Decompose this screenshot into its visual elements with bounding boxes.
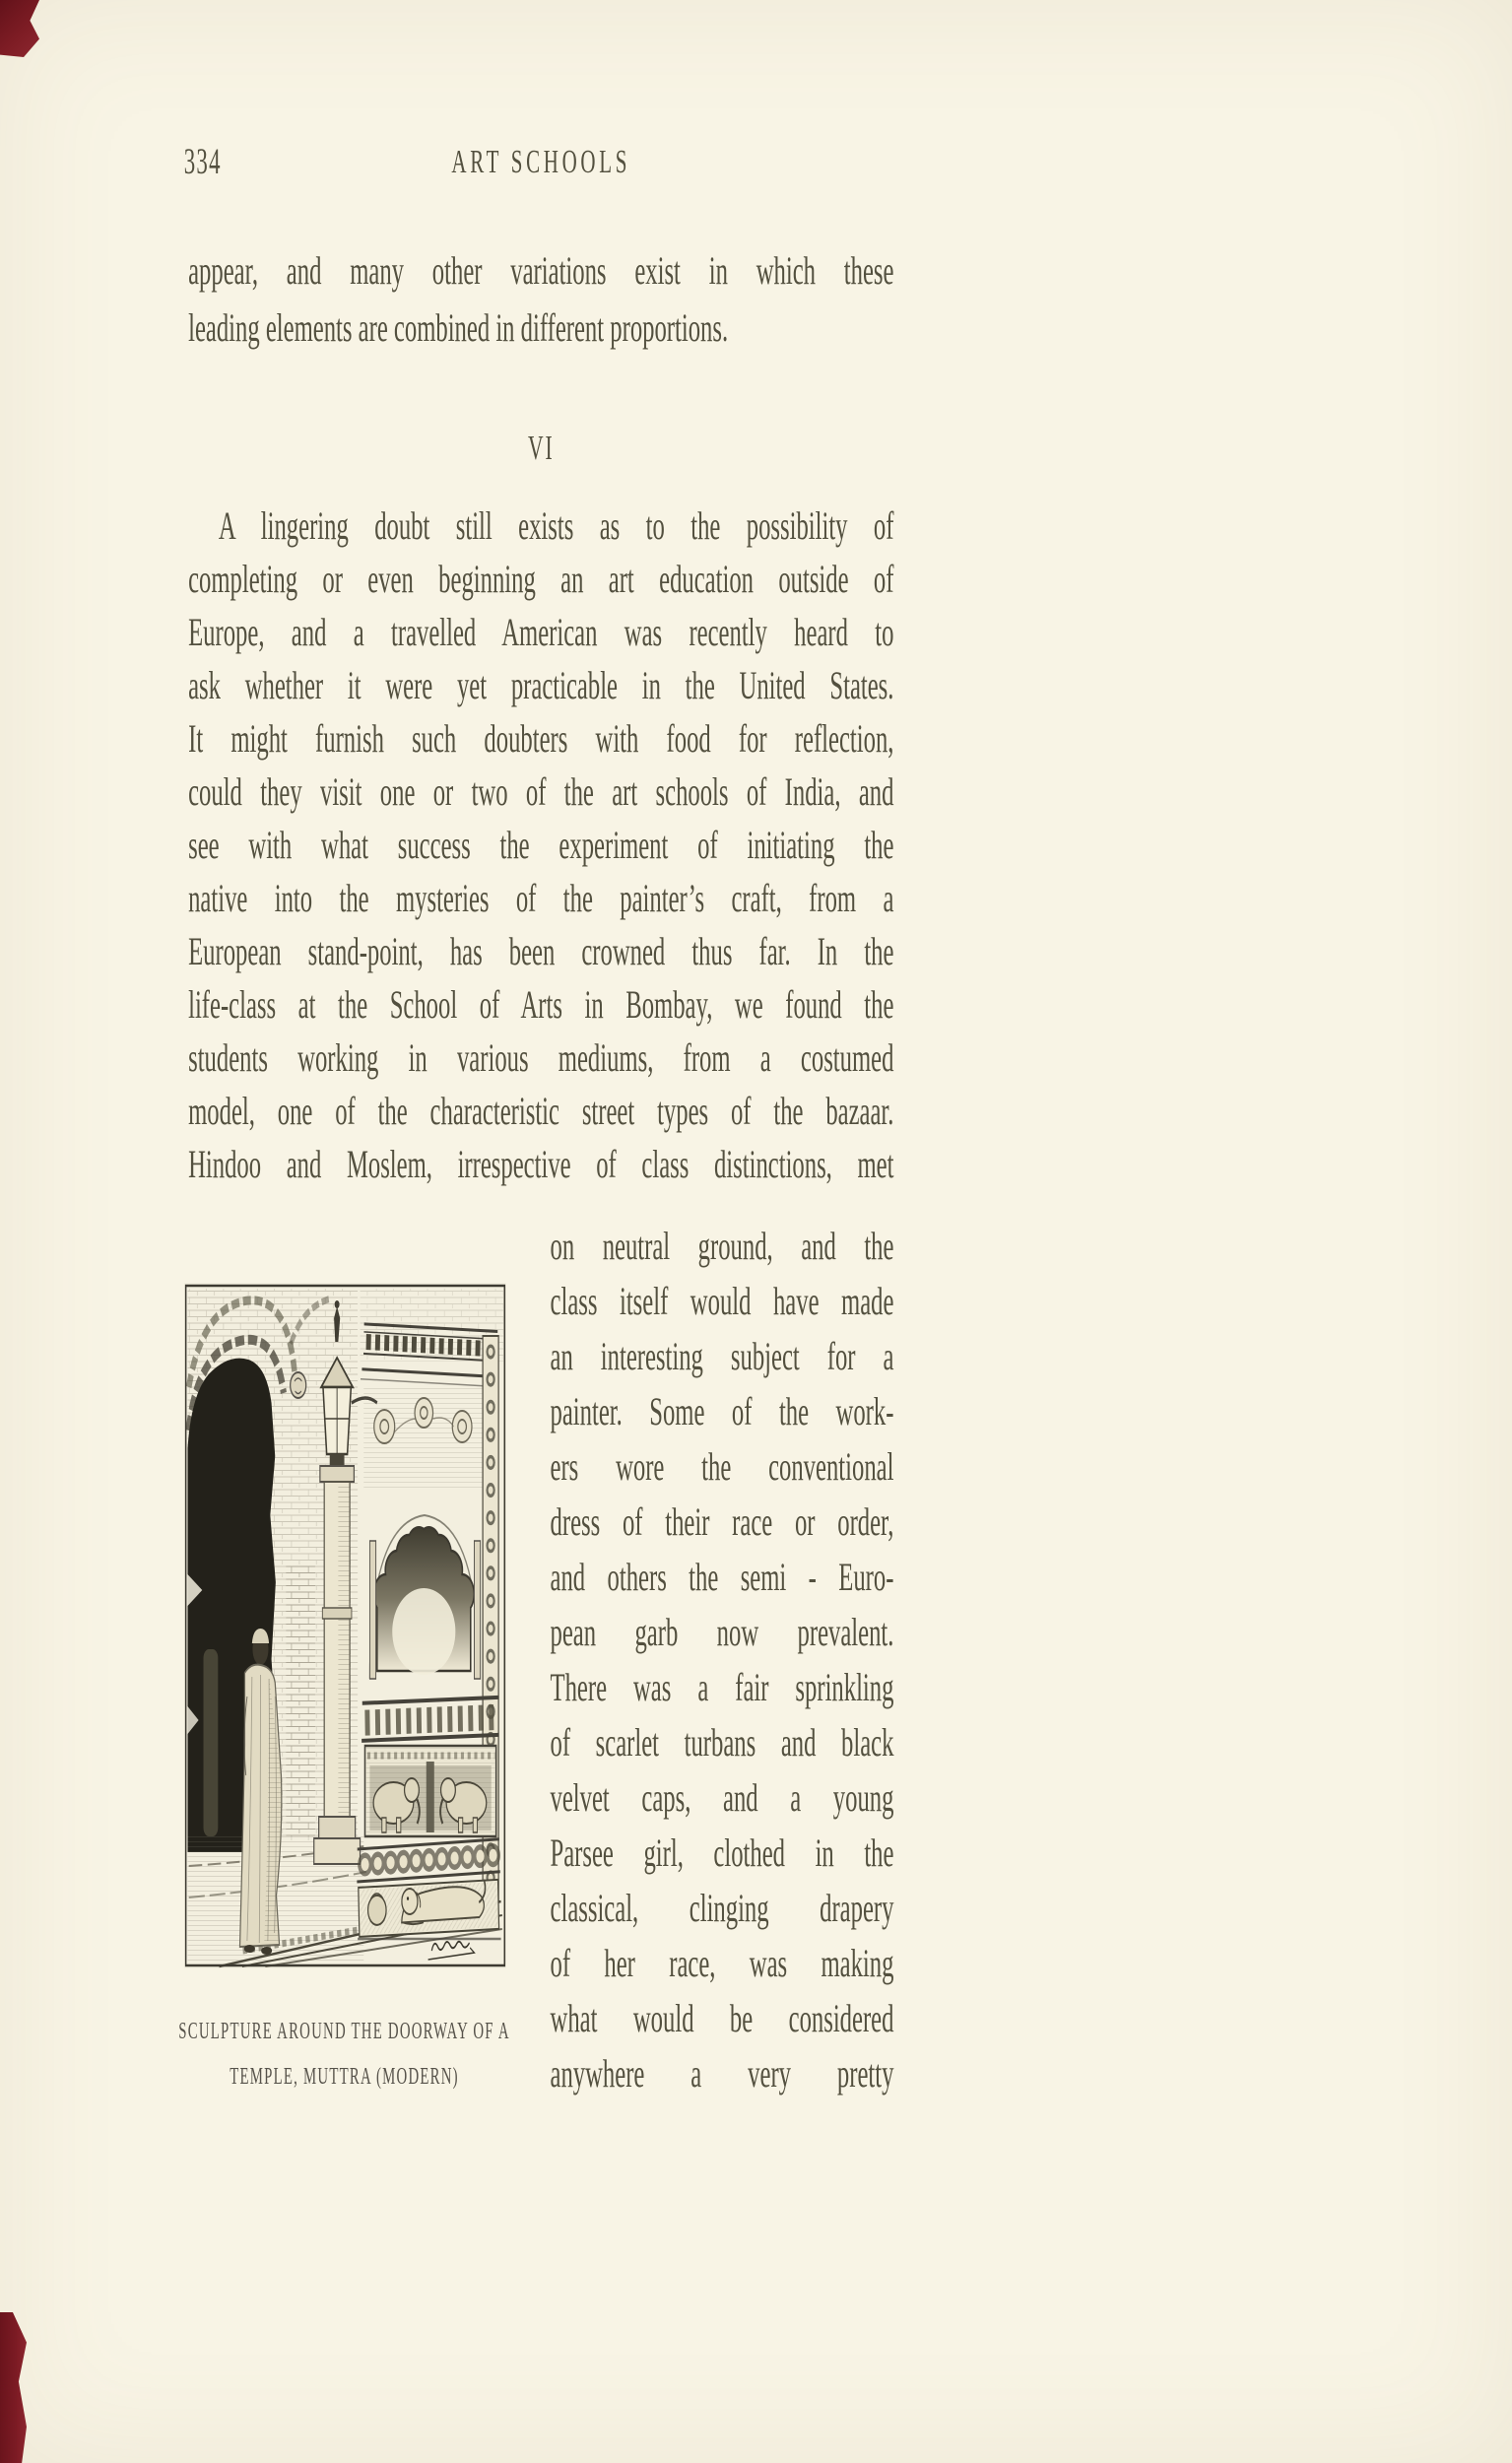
caption-line: TEMPLE, MUTTRA (MODERN) <box>230 2064 459 2090</box>
text-line: completing or even beginning an art education outside of <box>188 557 894 601</box>
text-line: dress of their race or order, <box>550 1499 894 1544</box>
text-line: what would be considered <box>550 1996 894 2040</box>
paragraph-main-beside-figure <box>551 1219 894 2101</box>
text-line: leading elements are combined in different proportions. <box>188 305 729 350</box>
text-line: European stand-point, has been crowned thus far. In the <box>188 929 894 973</box>
caption-line: SCULPTURE AROUND THE DOORWAY OF A <box>178 2019 510 2044</box>
text-line: of her race, was making <box>550 1941 894 1985</box>
text-line: There was a fair sprinkling <box>550 1665 894 1709</box>
text-line: class itself would have made <box>550 1279 894 1323</box>
text-line: an interesting subject for a <box>550 1334 894 1378</box>
paragraph-top <box>188 242 893 357</box>
text-line: A lingering doubt still exists as to the possibility of <box>218 503 894 548</box>
text-line: appear, and many other variations exist in which these <box>188 248 894 293</box>
distant-pillar <box>204 1649 219 1836</box>
text-line: of scarlet turbans and black <box>550 1720 894 1764</box>
running-head: ART SCHOOLS <box>451 144 631 180</box>
text-line: pean garb now prevalent. <box>550 1610 894 1654</box>
text-line: native into the mysteries of the painter’s craft, from a <box>188 876 894 920</box>
text-line: and others the semi - Euro- <box>550 1555 894 1599</box>
lion-relief-frieze <box>359 1879 499 1937</box>
text-line: see with what success the experiment of initiating the <box>188 823 894 867</box>
section-heading: VI <box>528 429 555 467</box>
text-line: Parsee girl, clothed in the <box>550 1831 894 1875</box>
text-line: ask whether it were yet practicable in the United States. <box>188 663 894 707</box>
text-line: It might furnish such doubters with food for reflection, <box>188 716 894 761</box>
page-number: 334 <box>183 142 222 182</box>
temple-doorway-engraving <box>184 1283 506 1968</box>
elephant-relief-panel <box>364 1746 495 1836</box>
text-line: velvet caps, and a young <box>550 1775 894 1820</box>
text-line: painter. Some of the work- <box>550 1389 894 1433</box>
text-line: students working in various mediums, from a costumed <box>188 1035 894 1080</box>
figure-caption <box>168 2009 521 2099</box>
text-line: Europe, and a travelled American was recently heard to <box>188 610 894 654</box>
text-line: model, one of the characteristic street types of the bazaar. <box>188 1089 894 1133</box>
paragraph-main-full <box>188 499 893 1191</box>
text-line: on neutral ground, and the <box>550 1224 894 1268</box>
text-line: ers wore the conventional <box>550 1444 894 1489</box>
text-line: could they visit one or two of the art schools of India, and <box>188 769 894 814</box>
text-line: anywhere a very pretty <box>550 2051 894 2096</box>
text-line: life-class at the School of Arts in Bombay, we found the <box>188 982 894 1027</box>
carved-spandrel <box>363 1385 483 1488</box>
text-line: Hindoo and Moslem, irrespective of class distinctions, met <box>188 1142 894 1186</box>
text-line: classical, clinging drapery <box>550 1886 894 1930</box>
